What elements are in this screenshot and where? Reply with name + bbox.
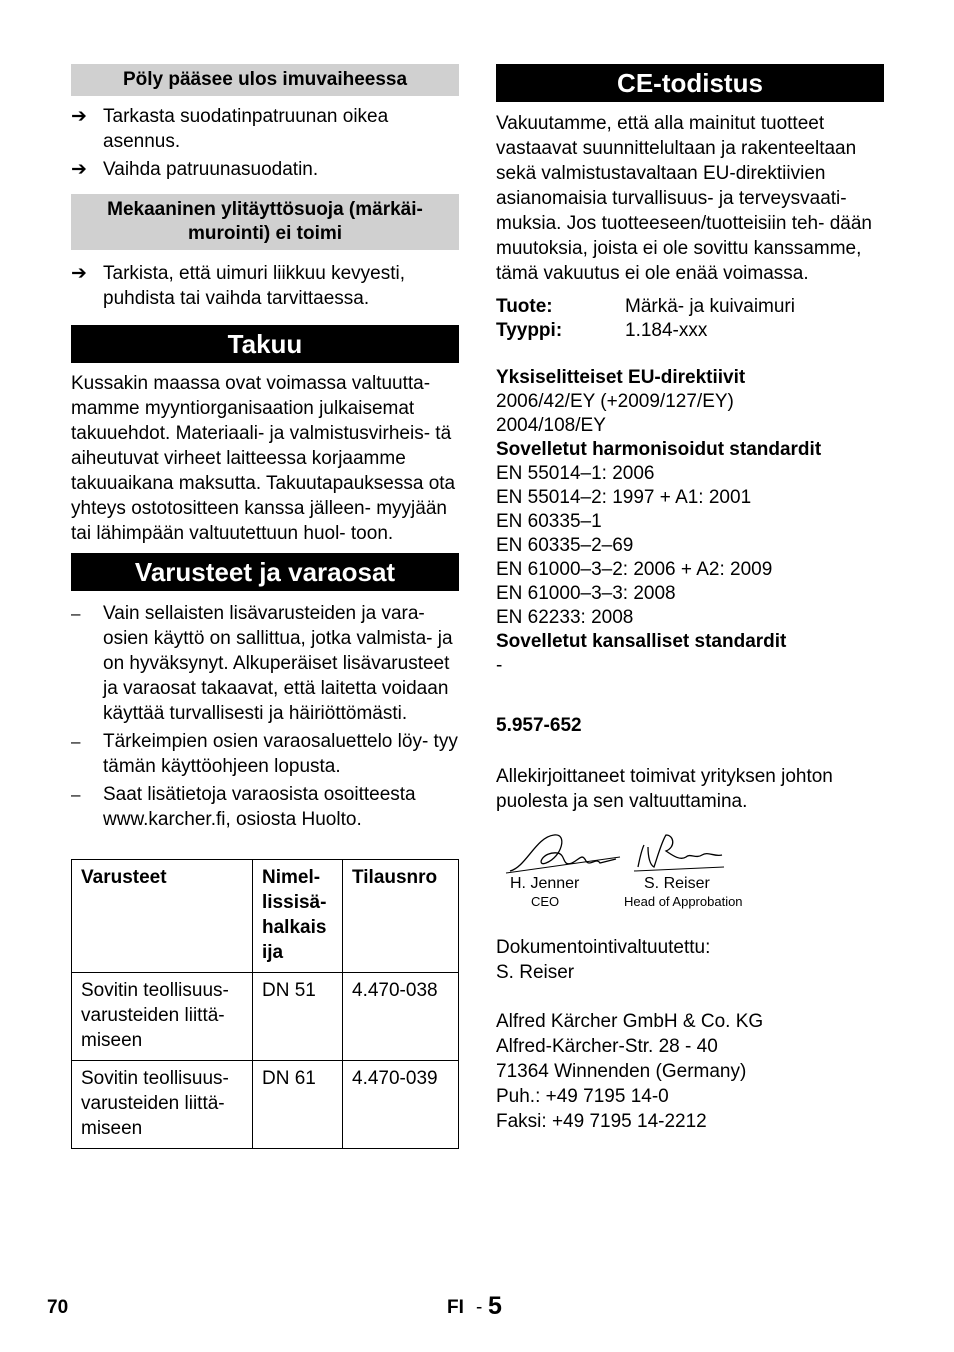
dash-icon: – bbox=[71, 604, 81, 623]
doc-authority-label: Dokumentointivaltuutettu: bbox=[496, 937, 711, 958]
list-item: ➔ Tarkista, että uimuri liikkuu kevyesti, puhdista tai vaihda tarvittaessa. bbox=[71, 263, 405, 309]
standard-item: EN 60335–2–69 bbox=[496, 535, 634, 556]
table-cell: DN 51 bbox=[253, 973, 343, 1061]
address-line: 71364 Winnenden (Germany) bbox=[496, 1061, 747, 1082]
standard-item: EN 55014–1: 2006 bbox=[496, 463, 655, 484]
doc-authority bbox=[496, 935, 884, 985]
list-item: ➔ Tarkasta suodatinpatruunan oikea asennus. bbox=[71, 106, 389, 152]
arrow-icon: ➔ bbox=[71, 159, 87, 180]
right-column bbox=[496, 64, 884, 1134]
section-page-number: 5 bbox=[488, 1292, 502, 1320]
signer1-role: CEO bbox=[531, 894, 560, 909]
company-address bbox=[496, 1009, 884, 1134]
signer1-name: H. Jenner bbox=[510, 875, 580, 892]
footer-separator: - bbox=[476, 1297, 483, 1318]
address-line: Alfred Kärcher GmbH & Co. KG bbox=[496, 1011, 764, 1032]
table-row bbox=[72, 973, 459, 1061]
harmonised-title: Sovelletut harmonisoidut standardit bbox=[496, 439, 822, 460]
table-header: Nimel- lissisä- halkais ija bbox=[253, 860, 343, 973]
table-header: Varusteet bbox=[72, 860, 253, 973]
standard-item: EN 62233: 2008 bbox=[496, 607, 634, 628]
product-label: Tuote: bbox=[496, 296, 553, 317]
list-item: – Vain sellaisten lisävarusteiden ja vara- osien käyttö on sallittua, jotka valmista- ja on hyväksynyt. Alkuperäiset lisävarusteet ja varaosat takaavat, että laitetta voidaan käyttää turvallisesti ja häiriöttömästi. bbox=[71, 603, 453, 724]
section-heading-ce: CE-todistus bbox=[496, 64, 884, 102]
product-row bbox=[496, 295, 884, 319]
overflow-steps bbox=[71, 261, 459, 311]
table-cell: Sovitin teollisuus- varusteiden liittä- miseen bbox=[72, 973, 253, 1061]
standards-block bbox=[496, 366, 884, 678]
table-row bbox=[72, 1061, 459, 1149]
list-item: ➔ Vaihda patruunasuodatin. bbox=[71, 159, 319, 180]
section-heading-accessories: Varusteet ja varaosat bbox=[71, 553, 459, 591]
section-heading-dust: Pöly pääsee ulos imuvaiheessa bbox=[71, 64, 459, 96]
table-cell: 4.470-038 bbox=[343, 973, 459, 1061]
arrow-icon: ➔ bbox=[71, 263, 87, 284]
national-value: - bbox=[496, 655, 503, 676]
type-label: Tyyppi: bbox=[496, 320, 563, 341]
address-line: Faksi: +49 7195 14-2212 bbox=[496, 1111, 707, 1132]
dash-icon: – bbox=[71, 785, 81, 804]
accessories-notes bbox=[71, 601, 459, 832]
type-row bbox=[496, 319, 884, 343]
warranty-text: Kussakin maassa ovat voimassa valtuutta- mamme myyntiorganisaation julkaisemat takuuehdot. Materiaali- ja valmistusvirheis- tä aiheutuvat virheet laitteessa korjaamme takuuaikana maksutta. Takuutapauksessa ota yhteys ostotositteen kanssa jälleen- myyjään tai lähimpään valtuutettuun huol- toon. bbox=[71, 373, 456, 544]
signer2-name: S. Reiser bbox=[644, 875, 710, 892]
product-value: Märkä- ja kuivaimuri bbox=[625, 296, 795, 317]
directive-item: 2004/108/EY bbox=[496, 415, 606, 436]
signing-text: Allekirjoittaneet toimivat yrityksen johton puolesta ja sen valtuuttamina. bbox=[496, 766, 833, 812]
list-item: – Tärkeimpien osien varaosaluettelo löy- tyy tämän käyttöohjeen lopusta. bbox=[71, 731, 458, 777]
address-line: Alfred-Kärcher-Str. 28 - 40 bbox=[496, 1036, 718, 1057]
signer2-role: Head of Approbation bbox=[624, 894, 743, 909]
table-header: Tilausnro bbox=[343, 860, 459, 973]
doc-authority-name: S. Reiser bbox=[496, 962, 575, 983]
table-header-row bbox=[72, 860, 459, 973]
section-heading-warranty: Takuu bbox=[71, 325, 459, 363]
standard-item: EN 55014–2: 1997 + A1: 2001 bbox=[496, 487, 752, 508]
section-heading-overflow: Mekaaninen ylitäyttösuoja (märkäi- murointi) ei toimi bbox=[71, 194, 459, 250]
page-number: 70 bbox=[47, 1297, 69, 1318]
national-title: Sovelletut kansalliset standardit bbox=[496, 631, 787, 652]
language-code: FI bbox=[447, 1297, 464, 1318]
signature-graphic bbox=[496, 827, 756, 877]
standard-item: EN 61000–3–3: 2008 bbox=[496, 583, 676, 604]
dash-icon: – bbox=[71, 732, 81, 751]
left-column bbox=[71, 64, 459, 1149]
accessories-table bbox=[71, 859, 459, 1149]
arrow-icon: ➔ bbox=[71, 106, 87, 127]
table-cell: Sovitin teollisuus- varusteiden liittä- miseen bbox=[72, 1061, 253, 1149]
ce-intro: Vakuutamme, että alla mainitut tuotteet vastaavat suunnittelultaan ja rakenteeltaan sekä valmistustavaltaan EU-direktiivien asianomaisia turvallisuus- ja terveysvaati- muksia. Jos tuotteeseen/tuotteisiin teh- dään muutoksia, joista ei ole sovittu kanssamme, tämä vakuutus ei ole enää voimassa. bbox=[496, 113, 873, 284]
signatures bbox=[496, 827, 884, 909]
directive-item: 2006/42/EY (+2009/127/EY) bbox=[496, 391, 734, 412]
table-cell: 4.470-039 bbox=[343, 1061, 459, 1149]
dust-steps bbox=[71, 104, 459, 182]
table-cell: DN 61 bbox=[253, 1061, 343, 1149]
directives-title: Yksiselitteiset EU-direktiivit bbox=[496, 367, 746, 388]
doc-number: 5.957-652 bbox=[496, 715, 582, 736]
standard-item: EN 60335–1 bbox=[496, 511, 602, 532]
product-info bbox=[496, 295, 884, 343]
address-line: Puh.: +49 7195 14-0 bbox=[496, 1086, 669, 1107]
list-item: – Saat lisätietoja varaosista osoitteesta www.karcher.fi, osiosta Huolto. bbox=[71, 784, 416, 830]
standard-item: EN 61000–3–2: 2006 + A2: 2009 bbox=[496, 559, 773, 580]
type-value: 1.184-xxx bbox=[625, 320, 708, 341]
